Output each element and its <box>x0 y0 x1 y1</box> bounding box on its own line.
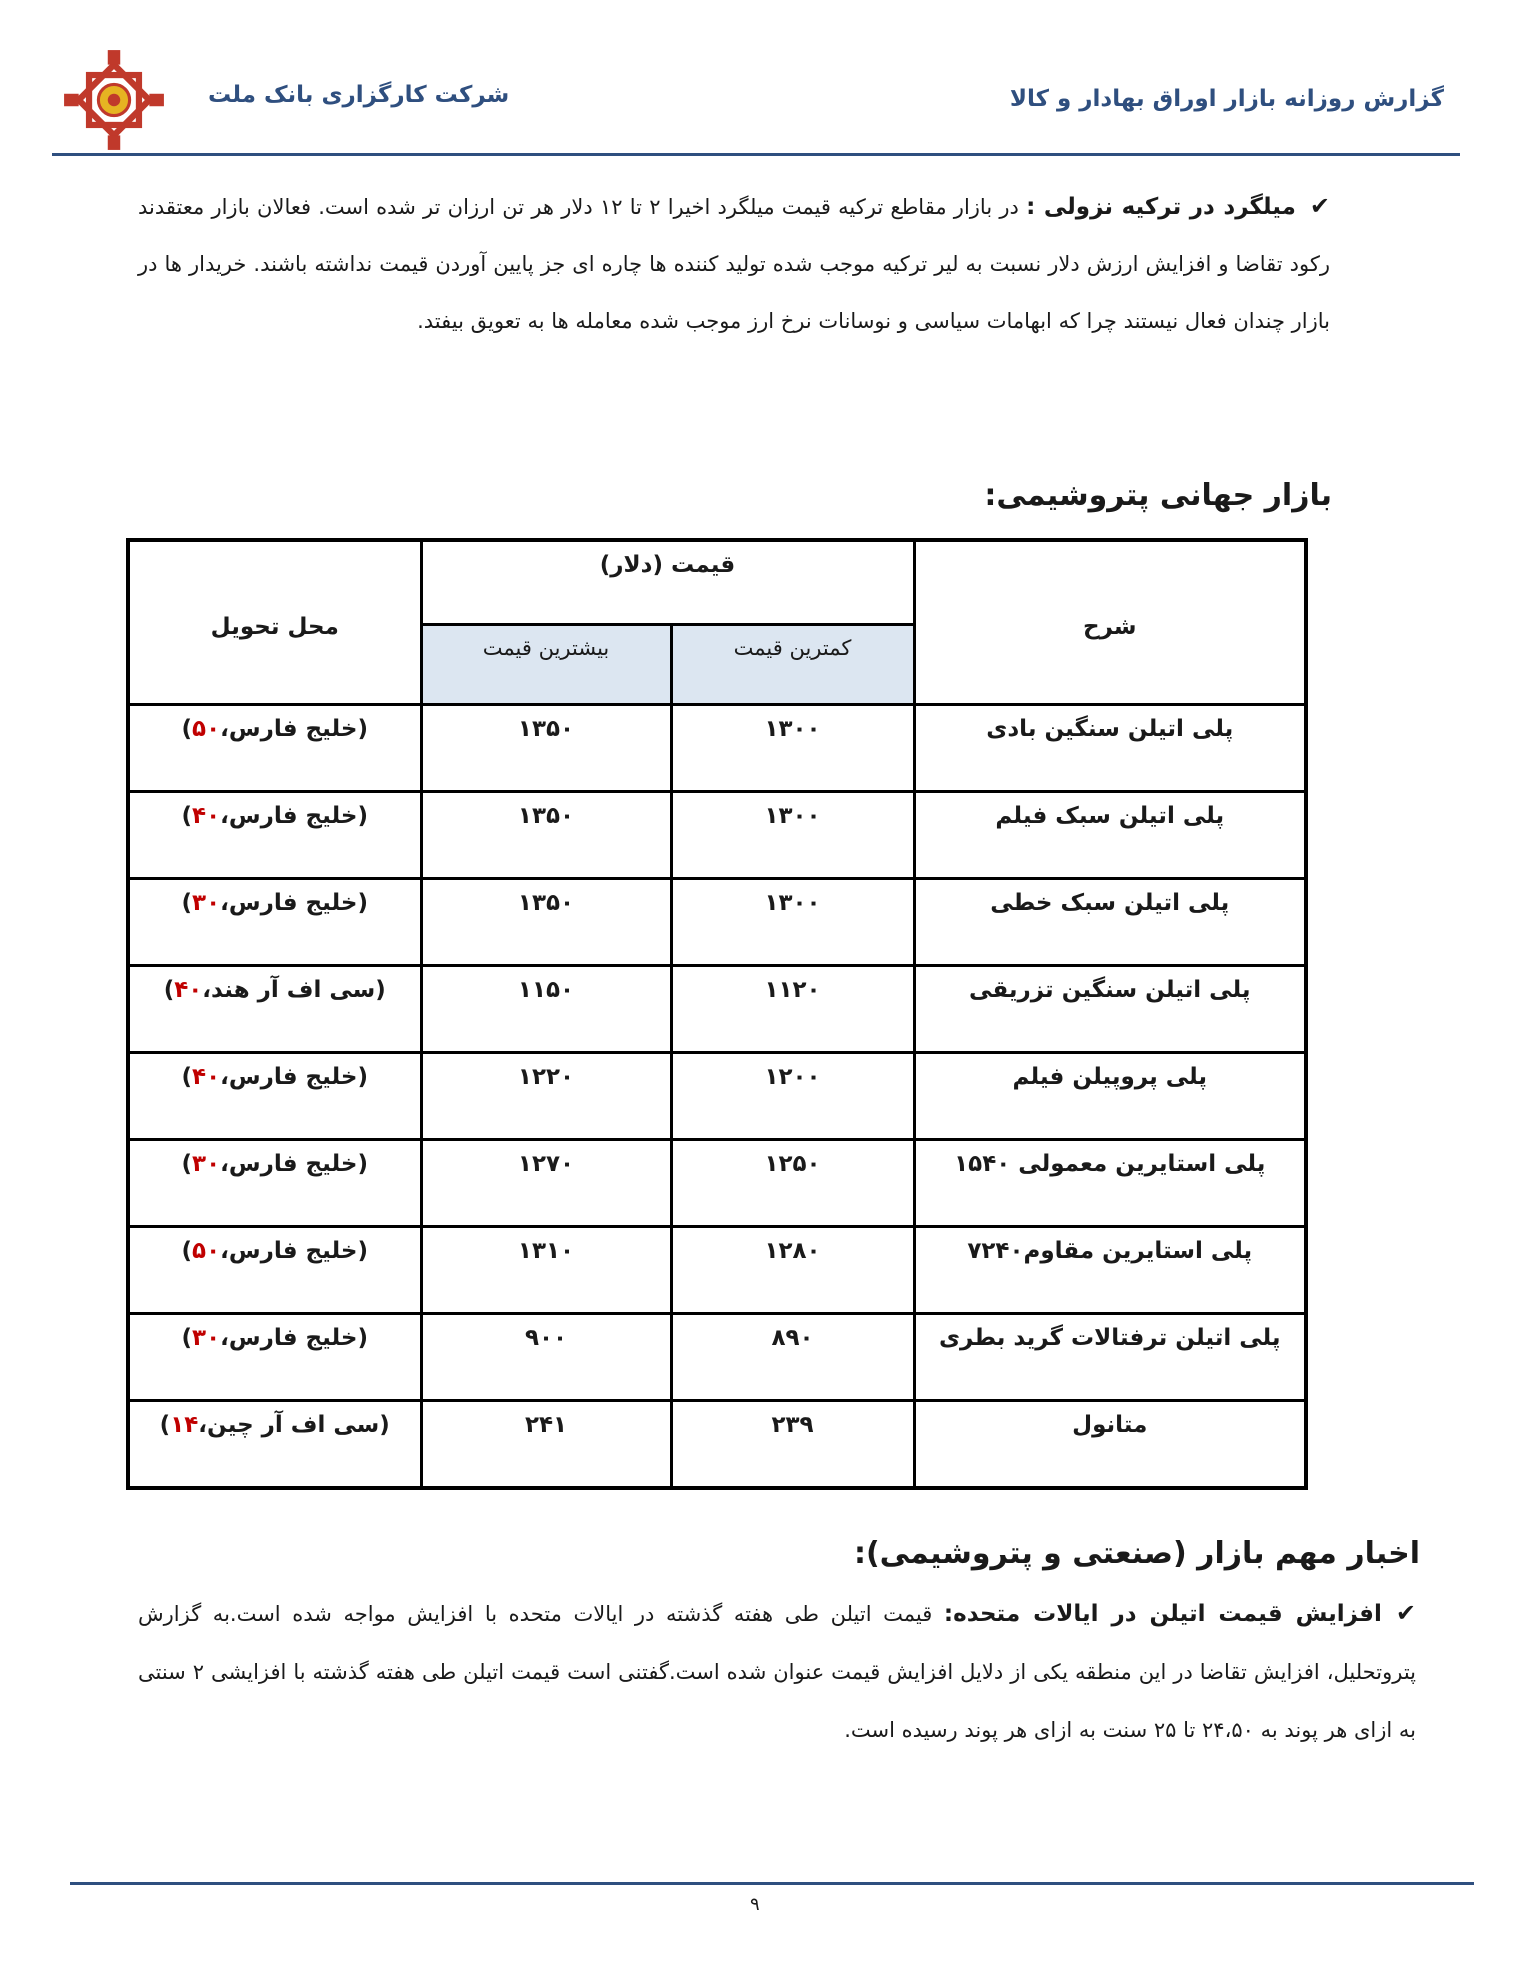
min-price: ۱۳۰۰ <box>671 792 914 879</box>
max-price: ۱۳۱۰ <box>421 1227 671 1314</box>
header-divider <box>52 153 1460 156</box>
delivery-close: ) <box>181 1325 193 1351</box>
delivery-close: ) <box>181 716 193 742</box>
rebar-turkey-news <box>138 178 1330 350</box>
delivery-close: ) <box>163 977 175 1003</box>
delivery-close: ) <box>159 1412 171 1438</box>
delivery-place: (سی اف آر هند، <box>202 977 386 1003</box>
max-price: ۱۳۵۰ <box>421 879 671 966</box>
product-name: پلی اتیلن سنگین تزریقی <box>914 966 1306 1053</box>
ethylene-us-news <box>138 1584 1416 1759</box>
table-row <box>128 1140 1306 1227</box>
product-name: پلی اتیلن سنگین بادی <box>914 705 1306 792</box>
delivery-place: (خلیج فارس، <box>220 803 368 829</box>
table-row <box>128 1053 1306 1140</box>
news-body: قیمت اتیلن طی هفته گذشته در ایالات متحده با افزایش مواجه شده است.به گزارش پتروتحلیل، افزایش تقاضا در این منطقه یکی از دلایل افزایش قیمت عنوان شده است.گفتنی است قیمت اتیلن طی هفته گذشته با افزایشی ۲ سنتی به ازای هر پوند به ۲۴،۵۰ تا ۲۵ سنت به ازای هر پوند رسیده است. <box>138 1602 1416 1742</box>
header-delivery: محل تحویل <box>128 540 421 705</box>
product-name: پلی اتیلن سبک خطی <box>914 879 1306 966</box>
company-name: شرکت کارگزاری بانک ملت <box>208 82 510 108</box>
delivery-cell <box>128 966 421 1053</box>
section-title-market-news: اخبار مهم بازار (صنعتی و پتروشیمی): <box>853 1536 1420 1571</box>
delivery-place: (سی اف آر چین، <box>198 1412 390 1438</box>
delivery-cell <box>128 1314 421 1401</box>
delivery-place: (خلیج فارس، <box>220 1064 368 1090</box>
table-row <box>128 966 1306 1053</box>
min-price: ۱۲۵۰ <box>671 1140 914 1227</box>
min-price: ۱۳۰۰ <box>671 705 914 792</box>
delivery-place: (خلیج فارس، <box>220 890 368 916</box>
footer-divider <box>70 1882 1474 1885</box>
max-price: ۱۲۷۰ <box>421 1140 671 1227</box>
product-name: پلی پروپیلن فیلم <box>914 1053 1306 1140</box>
price-change: ۴۰ <box>192 803 221 829</box>
report-title: گزارش روزانه بازار اوراق بهادار و کالا <box>1009 86 1444 112</box>
header-description: شرح <box>914 540 1306 705</box>
table-row <box>128 879 1306 966</box>
max-price: ۱۱۵۰ <box>421 966 671 1053</box>
delivery-close: ) <box>181 803 193 829</box>
price-change: ۱۴ <box>170 1412 199 1438</box>
max-price: ۱۳۵۰ <box>421 792 671 879</box>
delivery-cell <box>128 879 421 966</box>
delivery-close: ) <box>181 1238 193 1264</box>
page-number: ۹ <box>750 1894 760 1915</box>
delivery-cell <box>128 792 421 879</box>
delivery-cell <box>128 1140 421 1227</box>
delivery-place: (خلیج فارس، <box>220 1151 368 1177</box>
news-heading: میلگرد در ترکیه نزولی : <box>1026 194 1296 220</box>
min-price: ۱۱۲۰ <box>671 966 914 1053</box>
header-min-price: کمترین قیمت <box>671 625 914 705</box>
product-name: پلی استایرین معمولی ۱۵۴۰ <box>914 1140 1306 1227</box>
checkmark-icon: ✔ <box>1309 192 1331 220</box>
delivery-place: (خلیج فارس، <box>220 1238 368 1264</box>
max-price: ۲۴۱ <box>421 1401 671 1489</box>
delivery-close: ) <box>181 890 193 916</box>
table-row <box>128 1314 1306 1401</box>
max-price: ۱۳۵۰ <box>421 705 671 792</box>
bank-mellat-logo-icon <box>62 48 166 152</box>
delivery-close: ) <box>181 1151 193 1177</box>
header-max-price: بیشترین قیمت <box>421 625 671 705</box>
product-name: پلی اتیلن ترفتالات گرید بطری <box>914 1314 1306 1401</box>
product-name: متانول <box>914 1401 1306 1489</box>
product-name: پلی اتیلن سبک فیلم <box>914 792 1306 879</box>
news-heading: افزایش قیمت اتیلن در ایالات متحده: <box>943 1601 1382 1627</box>
section-title-petrochemical: بازار جهانی پتروشیمی: <box>984 478 1332 513</box>
delivery-cell <box>128 1053 421 1140</box>
min-price: ۱۳۰۰ <box>671 879 914 966</box>
table-row <box>128 1401 1306 1489</box>
price-change: ۴۰ <box>192 1064 221 1090</box>
table-row <box>128 1227 1306 1314</box>
delivery-place: (خلیج فارس، <box>220 716 368 742</box>
page-header <box>0 0 1530 160</box>
max-price: ۱۲۲۰ <box>421 1053 671 1140</box>
news-body: در بازار مقاطع ترکیه قیمت میلگرد اخیرا ۲ تا ۱۲ دلار هر تن ارزان تر شده است. فعالان بازار معتقدند رکود تقاضا و افزایش ارزش دلار نسبت به لیر ترکیه موجب شده تولید کننده ها چاره ای جز پایین آوردن قیمت نداشته باشند. خریدار ها در بازار چندان فعال نیستند چرا که ابهامات سیاسی و نوسانات نرخ ارز موجب شده معامله ها به تعویق بیفتد. <box>138 195 1330 333</box>
checkmark-icon: ✔ <box>1395 1599 1416 1627</box>
price-change: ۵۰ <box>192 716 221 742</box>
min-price: ۱۲۰۰ <box>671 1053 914 1140</box>
product-name: پلی استایرین مقاوم۷۲۴۰ <box>914 1227 1306 1314</box>
table-row <box>128 705 1306 792</box>
delivery-place: (خلیج فارس، <box>220 1325 368 1351</box>
delivery-cell <box>128 1227 421 1314</box>
table-row <box>128 792 1306 879</box>
delivery-cell <box>128 705 421 792</box>
price-change: ۳۰ <box>192 1325 221 1351</box>
petrochemical-price-table <box>126 538 1308 1490</box>
price-change: ۵۰ <box>192 1238 221 1264</box>
max-price: ۹۰۰ <box>421 1314 671 1401</box>
price-change: ۴۰ <box>174 977 203 1003</box>
delivery-close: ) <box>181 1064 193 1090</box>
min-price: ۲۳۹ <box>671 1401 914 1489</box>
header-price: قیمت (دلار) <box>421 540 914 625</box>
price-change: ۳۰ <box>192 890 221 916</box>
delivery-cell <box>128 1401 421 1489</box>
min-price: ۱۲۸۰ <box>671 1227 914 1314</box>
price-change: ۳۰ <box>192 1151 221 1177</box>
min-price: ۸۹۰ <box>671 1314 914 1401</box>
